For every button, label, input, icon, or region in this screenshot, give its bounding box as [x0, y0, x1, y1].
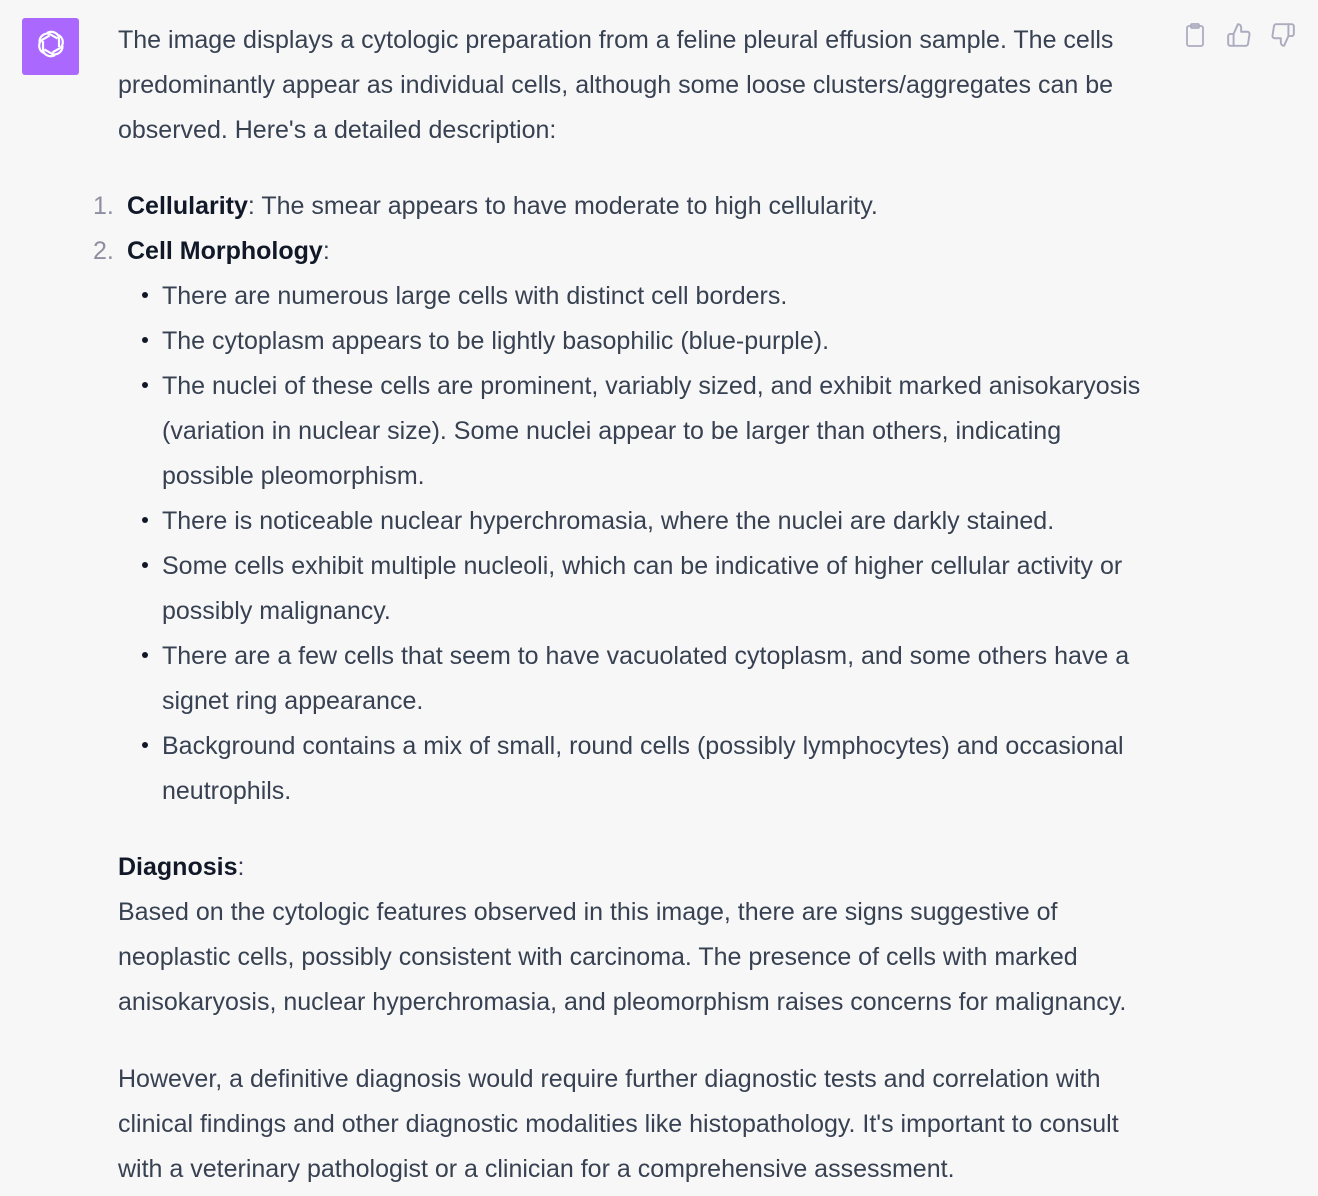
- message-actions: [1180, 22, 1298, 52]
- bullet-item: The cytoplasm appears to be lightly basophilic (blue-purple).: [137, 319, 1153, 364]
- list-item-title: Cellularity: [127, 192, 248, 220]
- list-item-title: Cell Morphology: [127, 237, 323, 265]
- bullet-item: Some cells exhibit multiple nucleoli, which can be indicative of higher cellular activity or possibly malignancy.: [137, 544, 1153, 634]
- list-item-text: : The smear appears to have moderate to high cellularity.: [247, 192, 878, 220]
- list-item-cell-morphology: [93, 229, 1143, 814]
- thumbs-down-icon: [1270, 22, 1296, 53]
- assistant-message: [93, 18, 1168, 1192]
- intro-paragraph: The image displays a cytologic preparation from a feline pleural effusion sample. The cells predominantly appear as individual cells, although some loose clusters/aggregates can be observed. Here's a detailed description:: [118, 26, 1114, 144]
- description-list: [93, 184, 1143, 814]
- thumbs-up-icon: [1226, 22, 1252, 53]
- bullet-item: There are numerous large cells with distinct cell borders.: [137, 274, 1153, 319]
- list-number: 2.: [93, 237, 114, 265]
- bullet-item: Background contains a mix of small, round cells (possibly lymphocytes) and occasional neutrophils.: [137, 724, 1153, 814]
- clipboard-icon: [1183, 22, 1207, 53]
- bullet-item: There are a few cells that seem to have vacuolated cytoplasm, and some others have a signet ring appearance.: [137, 634, 1153, 724]
- closing-paragraph: However, a definitive diagnosis would require further diagnostic tests and correlation with clinical findings and other diagnostic modalities like histopathology. It's important to consult with a veterinary pathologist or a clinician for a comprehensive assessment.: [118, 1065, 1119, 1183]
- bullet-item: The nuclei of these cells are prominent, variably sized, and exhibit marked anisokaryosis (variation in nuclear size). Some nuclei appear to be larger than others, indicating possible pleomorphism.: [137, 364, 1153, 499]
- bullet-item: There is noticeable nuclear hyperchromasia, where the nuclei are darkly stained.: [137, 499, 1153, 544]
- openai-logo-icon: [34, 27, 68, 66]
- diagnosis-paragraph: Based on the cytologic features observed in this image, there are signs suggestive of neoplastic cells, possibly consistent with carcinoma. The presence of cells with marked anisokaryosis, nuclear hyperchromasia, and pleomorphism raises concerns for malignancy.: [118, 898, 1127, 1016]
- list-item-text: :: [322, 237, 330, 265]
- morphology-bullets: [137, 274, 1153, 814]
- copy-button[interactable]: [1180, 22, 1210, 52]
- diagnosis-title: Diagnosis: [118, 853, 238, 881]
- diagnosis-colon: :: [237, 853, 245, 881]
- thumbs-down-button[interactable]: [1268, 22, 1298, 52]
- diagnosis-heading: [118, 845, 1168, 890]
- list-number: 1.: [93, 192, 114, 220]
- assistant-avatar: [22, 18, 79, 75]
- list-item-cellularity: [93, 184, 1143, 229]
- thumbs-up-button[interactable]: [1224, 22, 1254, 52]
